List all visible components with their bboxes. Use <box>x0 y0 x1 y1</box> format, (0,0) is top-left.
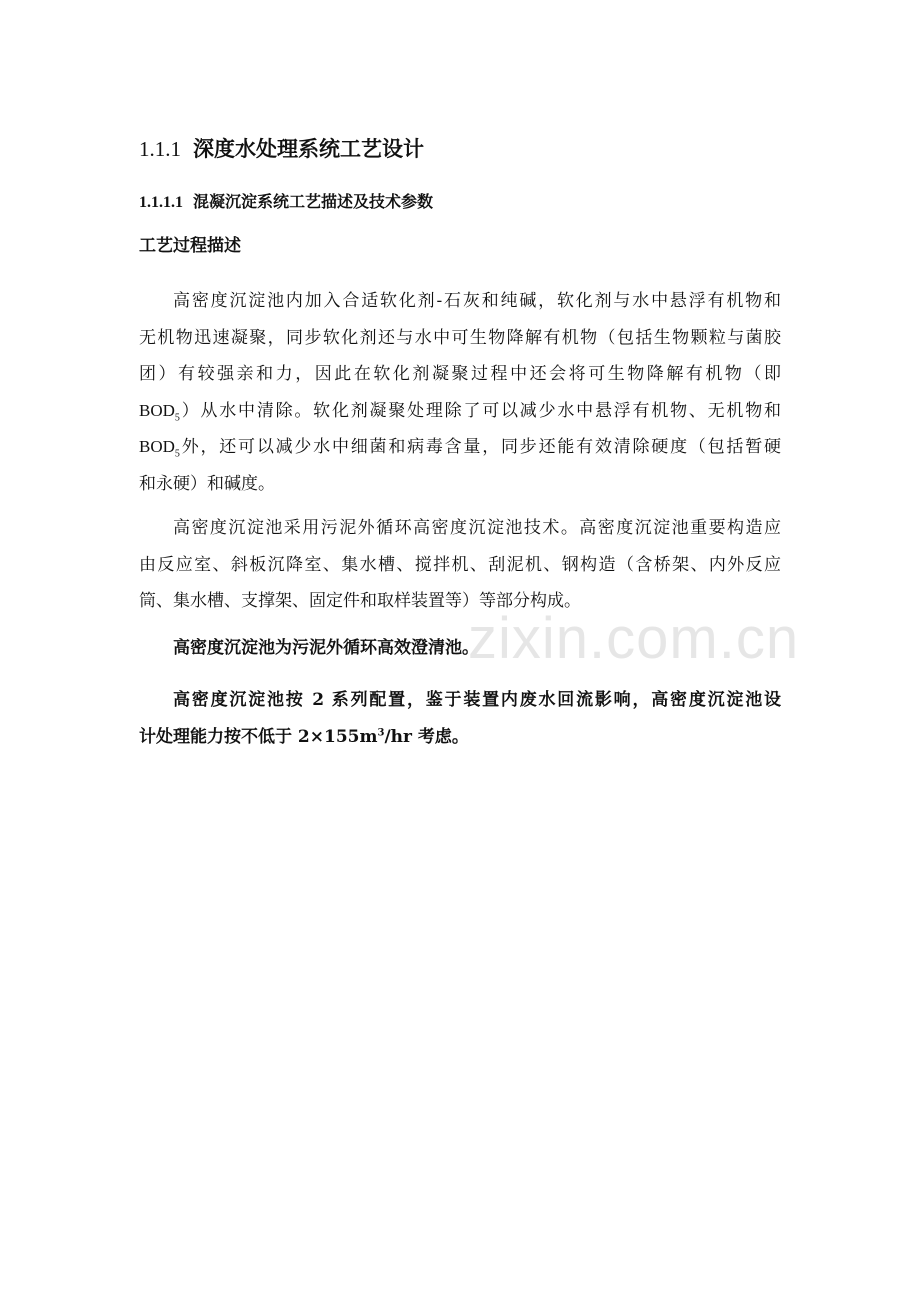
paragraph-2-line: 高密度沉淀池采用污泥外循环高密度沉淀池技术。高密度沉淀池重要构造应 <box>173 518 781 538</box>
section-number: 1.1.1 <box>139 137 181 161</box>
paragraph-1-line <box>139 429 781 466</box>
watermark: zixin.com.cn <box>468 606 800 671</box>
paragraph-4 <box>139 682 781 755</box>
paragraph-2 <box>139 510 781 620</box>
paragraph-4-line-text: 计处理能力按不低于 2×155m <box>139 726 378 747</box>
paragraph-1-line: 团）有较强亲和力，因此在软化剂凝聚过程中还会将可生物降解有机物（即 <box>139 364 781 385</box>
paragraph-1-line: 高密度沉淀池内加入合适软化剂-石灰和纯碱，软化剂与水中悬浮有机物和 <box>173 291 781 311</box>
paragraph-1-line <box>139 393 781 430</box>
paragraph-1-line: 和永硬）和碱度。 <box>139 473 275 494</box>
paragraph-1 <box>139 283 781 503</box>
paragraph-2-line: 由反应室、斜板沉降室、集水槽、搅拌机、刮泥机、钢构造（含桥架、内外反应 <box>139 554 781 575</box>
paragraph-4-line <box>139 719 781 756</box>
section-heading-level3 <box>139 134 424 164</box>
bod-subscript: 5 <box>174 448 180 460</box>
paragraph-1-line-text: 外，还可以减少水中细菌和病毒含量，同步还能有效清除硬度（包括暂硬 <box>179 437 781 458</box>
process-description-heading: 工艺过程描述 <box>139 236 241 256</box>
paragraph-3 <box>139 630 781 667</box>
paragraph-1-line: 无机物迅速凝聚，同步软化剂还与水中可生物降解有机物（包括生物颗粒与菌胶 <box>139 327 781 348</box>
bod-label: BOD <box>139 400 175 420</box>
paragraph-4-line: 高密度沉淀池按 2 系列配置，鉴于装置内废水回流影响，高密度沉淀池设 <box>173 690 781 710</box>
bod-label: BOD <box>139 437 175 457</box>
paragraph-1-line-text: ）从水中清除。软化剂凝聚处理除了可以减少水中悬浮有机物、无机物和 <box>179 400 781 421</box>
subsection-title: 混凝沉淀系统工艺描述及技术参数 <box>193 192 434 211</box>
cubic-superscript: 3 <box>377 726 385 738</box>
section-heading-level4 <box>139 189 433 216</box>
section-title: 深度水处理系统工艺设计 <box>193 136 424 161</box>
paragraph-4-line-text: /hr 考虑。 <box>384 726 469 747</box>
paragraph-3-line: 高密度沉淀池为污泥外循环高效澄清池。 <box>173 638 479 658</box>
bod-subscript: 5 <box>174 412 180 424</box>
paragraph-2-line: 筒、集水槽、支撑架、固定件和取样装置等）等部分构成。 <box>139 591 581 612</box>
subsection-number: 1.1.1.1 <box>139 194 183 211</box>
